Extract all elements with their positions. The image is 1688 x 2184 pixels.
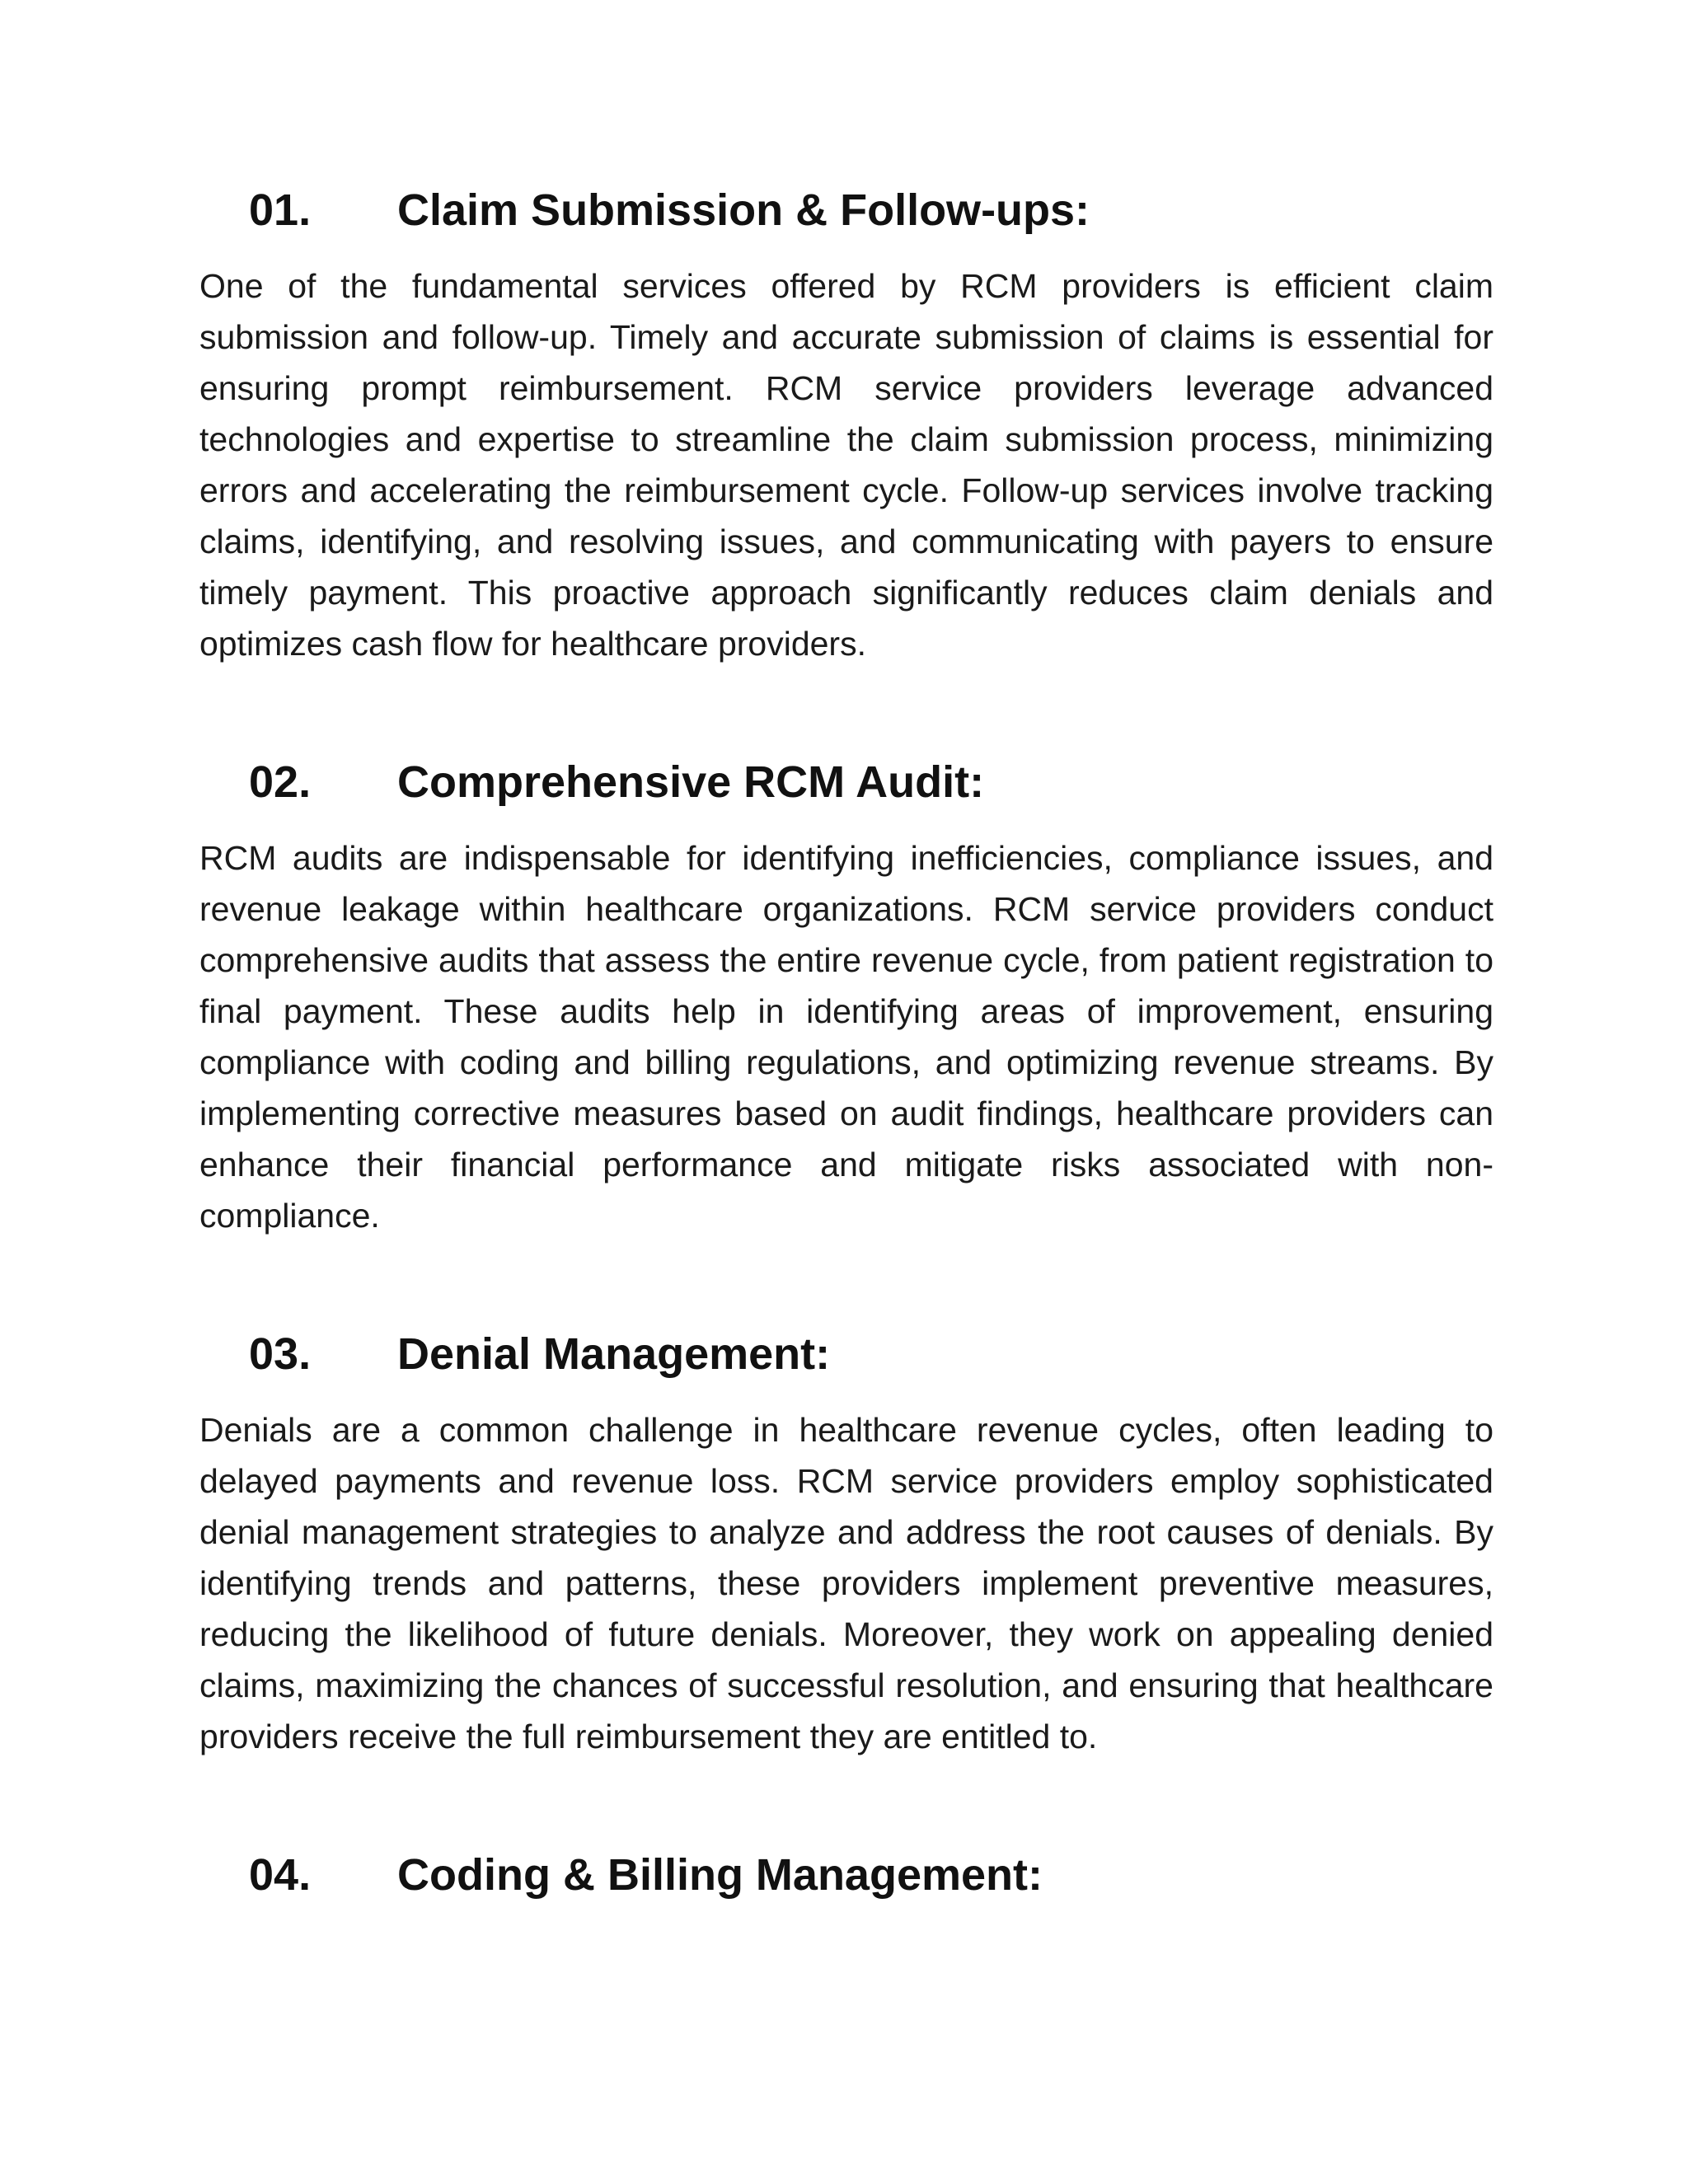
section-title: Comprehensive RCM Audit: (397, 757, 985, 807)
section-number: 03. (249, 1329, 312, 1379)
section-body: RCM audits are indispensable for identifying inefficiencies, compliance issues, and revenue leakage within healthcare organizations. RCM service providers conduct comprehensive audits that assess the entire revenue cycle, from patient registration to final payment. These audits help in identifying areas of improvement, ensuring compliance with coding and billing regulations, and optimizing revenue streams. By implementing corrective measures based on audit findings, healthcare providers can enhance their financial performance and mitigate risks associated with non-compliance. (199, 839, 1493, 1235)
section-number: 04. (249, 1850, 312, 1900)
section-number: 02. (249, 757, 312, 807)
section-heading (199, 1846, 1493, 1904)
section-denial-management (199, 1325, 1493, 1762)
section-body: One of the fundamental services offered by RCM providers is efficient claim submission and follow-up. Timely and accurate submission of claims is essential for ensuring prompt reimbursement. RCM service providers leverage advanced technologies and expertise to streamline the claim submission process, minimizing errors and accelerating the reimbursement cycle. Follow-up services involve tracking claims, identifying, and resolving issues, and communicating with payers to ensure timely payment. This proactive approach significantly reduces claim denials and optimizes cash flow for healthcare providers. (199, 267, 1493, 663)
section-heading (199, 753, 1493, 811)
section-rcm-audit (199, 753, 1493, 1241)
section-claim-submission (199, 181, 1493, 669)
section-heading (199, 1325, 1493, 1383)
section-coding-billing (199, 1846, 1493, 1904)
document-content (199, 181, 1493, 1988)
section-title: Claim Submission & Follow-ups: (397, 185, 1090, 235)
section-heading (199, 181, 1493, 239)
section-title: Denial Management: (397, 1329, 831, 1379)
section-number: 01. (249, 185, 312, 235)
section-title: Coding & Billing Management: (397, 1850, 1043, 1900)
section-body: Denials are a common challenge in healthcare revenue cycles, often leading to delayed payments and revenue loss. RCM service providers employ sophisticated denial management strategies to analyze and address the root causes of denials. By identifying trends and patterns, these providers implement preventive measures, reducing the likelihood of future denials. Moreover, they work on appealing denied claims, maximizing the chances of successful resolution, and ensuring that healthcare providers receive the full reimbursement they are entitled to. (199, 1411, 1493, 1755)
